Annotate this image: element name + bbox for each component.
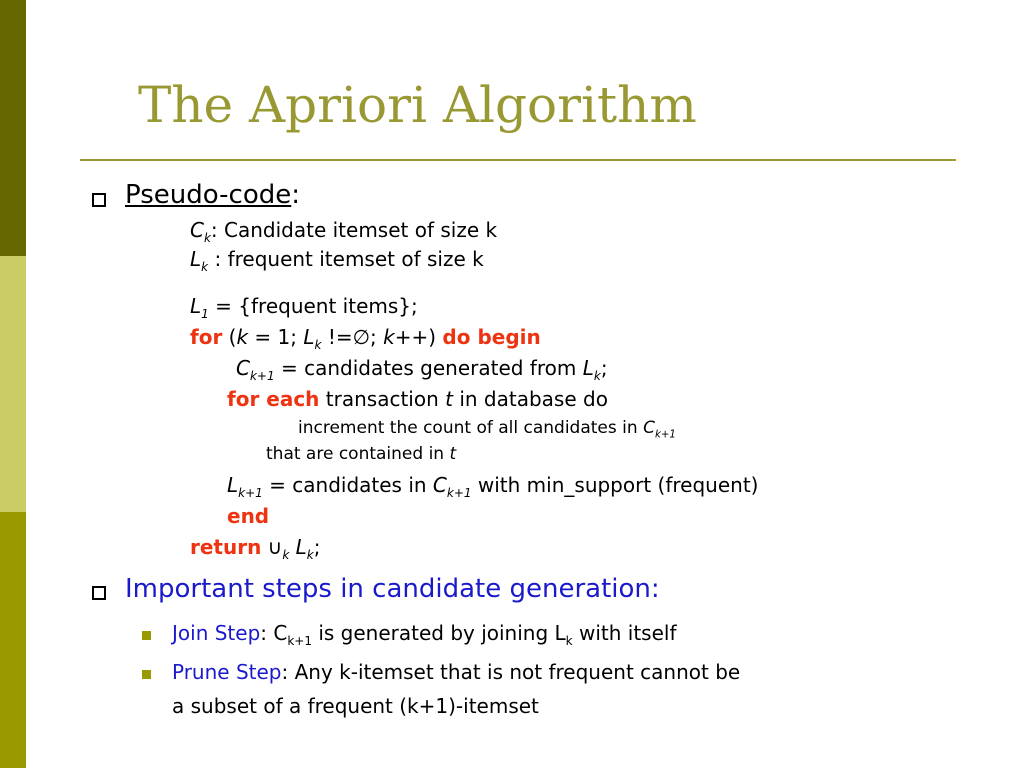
code-line-l1: $L_1$ = {frequent items}; xyxy=(190,294,418,321)
sub-bullet-icon xyxy=(142,631,151,640)
join-step-label: Join Step xyxy=(172,621,261,645)
side-stripe-top xyxy=(0,0,26,256)
code-line-increment: increment the count of all candidates in $C_{k+1}$ xyxy=(298,418,676,441)
side-stripe-bottom xyxy=(0,512,26,768)
code-line-for: for (k = 1; $L_k$ !=∅; k++) do begin xyxy=(190,325,541,352)
side-stripe-middle xyxy=(0,256,26,512)
code-line-return: return $\cup_k$ $L_k$; xyxy=(190,535,321,562)
title-divider xyxy=(80,159,956,161)
slide-title: The Apriori Algorithm xyxy=(138,76,697,134)
bullet-square-icon xyxy=(92,193,106,207)
sub-bullet-icon xyxy=(142,670,151,679)
code-line-lk1: $L_{k+1}$ = candidates in $C_{k+1}$ with min_support (frequent) xyxy=(227,473,759,500)
bullet-square-icon xyxy=(92,586,106,600)
join-step-item: Join Step: $C_{k+1}$ is generated by joining $L_k$ with itself xyxy=(172,621,677,648)
code-line-contained: that are contained in t xyxy=(266,444,457,464)
prune-step-continuation: a subset of a frequent (k+1)-itemset xyxy=(172,694,539,718)
pseudo-code-label: Pseudo-code xyxy=(125,180,292,210)
def-candidate: $C_k$: Candidate itemset of size k xyxy=(190,218,498,245)
pseudo-code-heading: Pseudo-code: xyxy=(125,180,300,210)
prune-step-label: Prune Step xyxy=(172,660,282,684)
code-line-ck1: $C_{k+1}$ = candidates generated from $L_k$; xyxy=(236,356,608,383)
prune-step-item: Prune Step: Any k-itemset that is not frequent cannot be xyxy=(172,660,741,684)
def-frequent: $L_k$ : frequent itemset of size k xyxy=(190,247,484,274)
important-steps-heading: Important steps in candidate generation: xyxy=(125,574,660,604)
code-line-foreach: for each transaction t in database do xyxy=(227,387,608,411)
code-line-end: end xyxy=(227,504,270,528)
